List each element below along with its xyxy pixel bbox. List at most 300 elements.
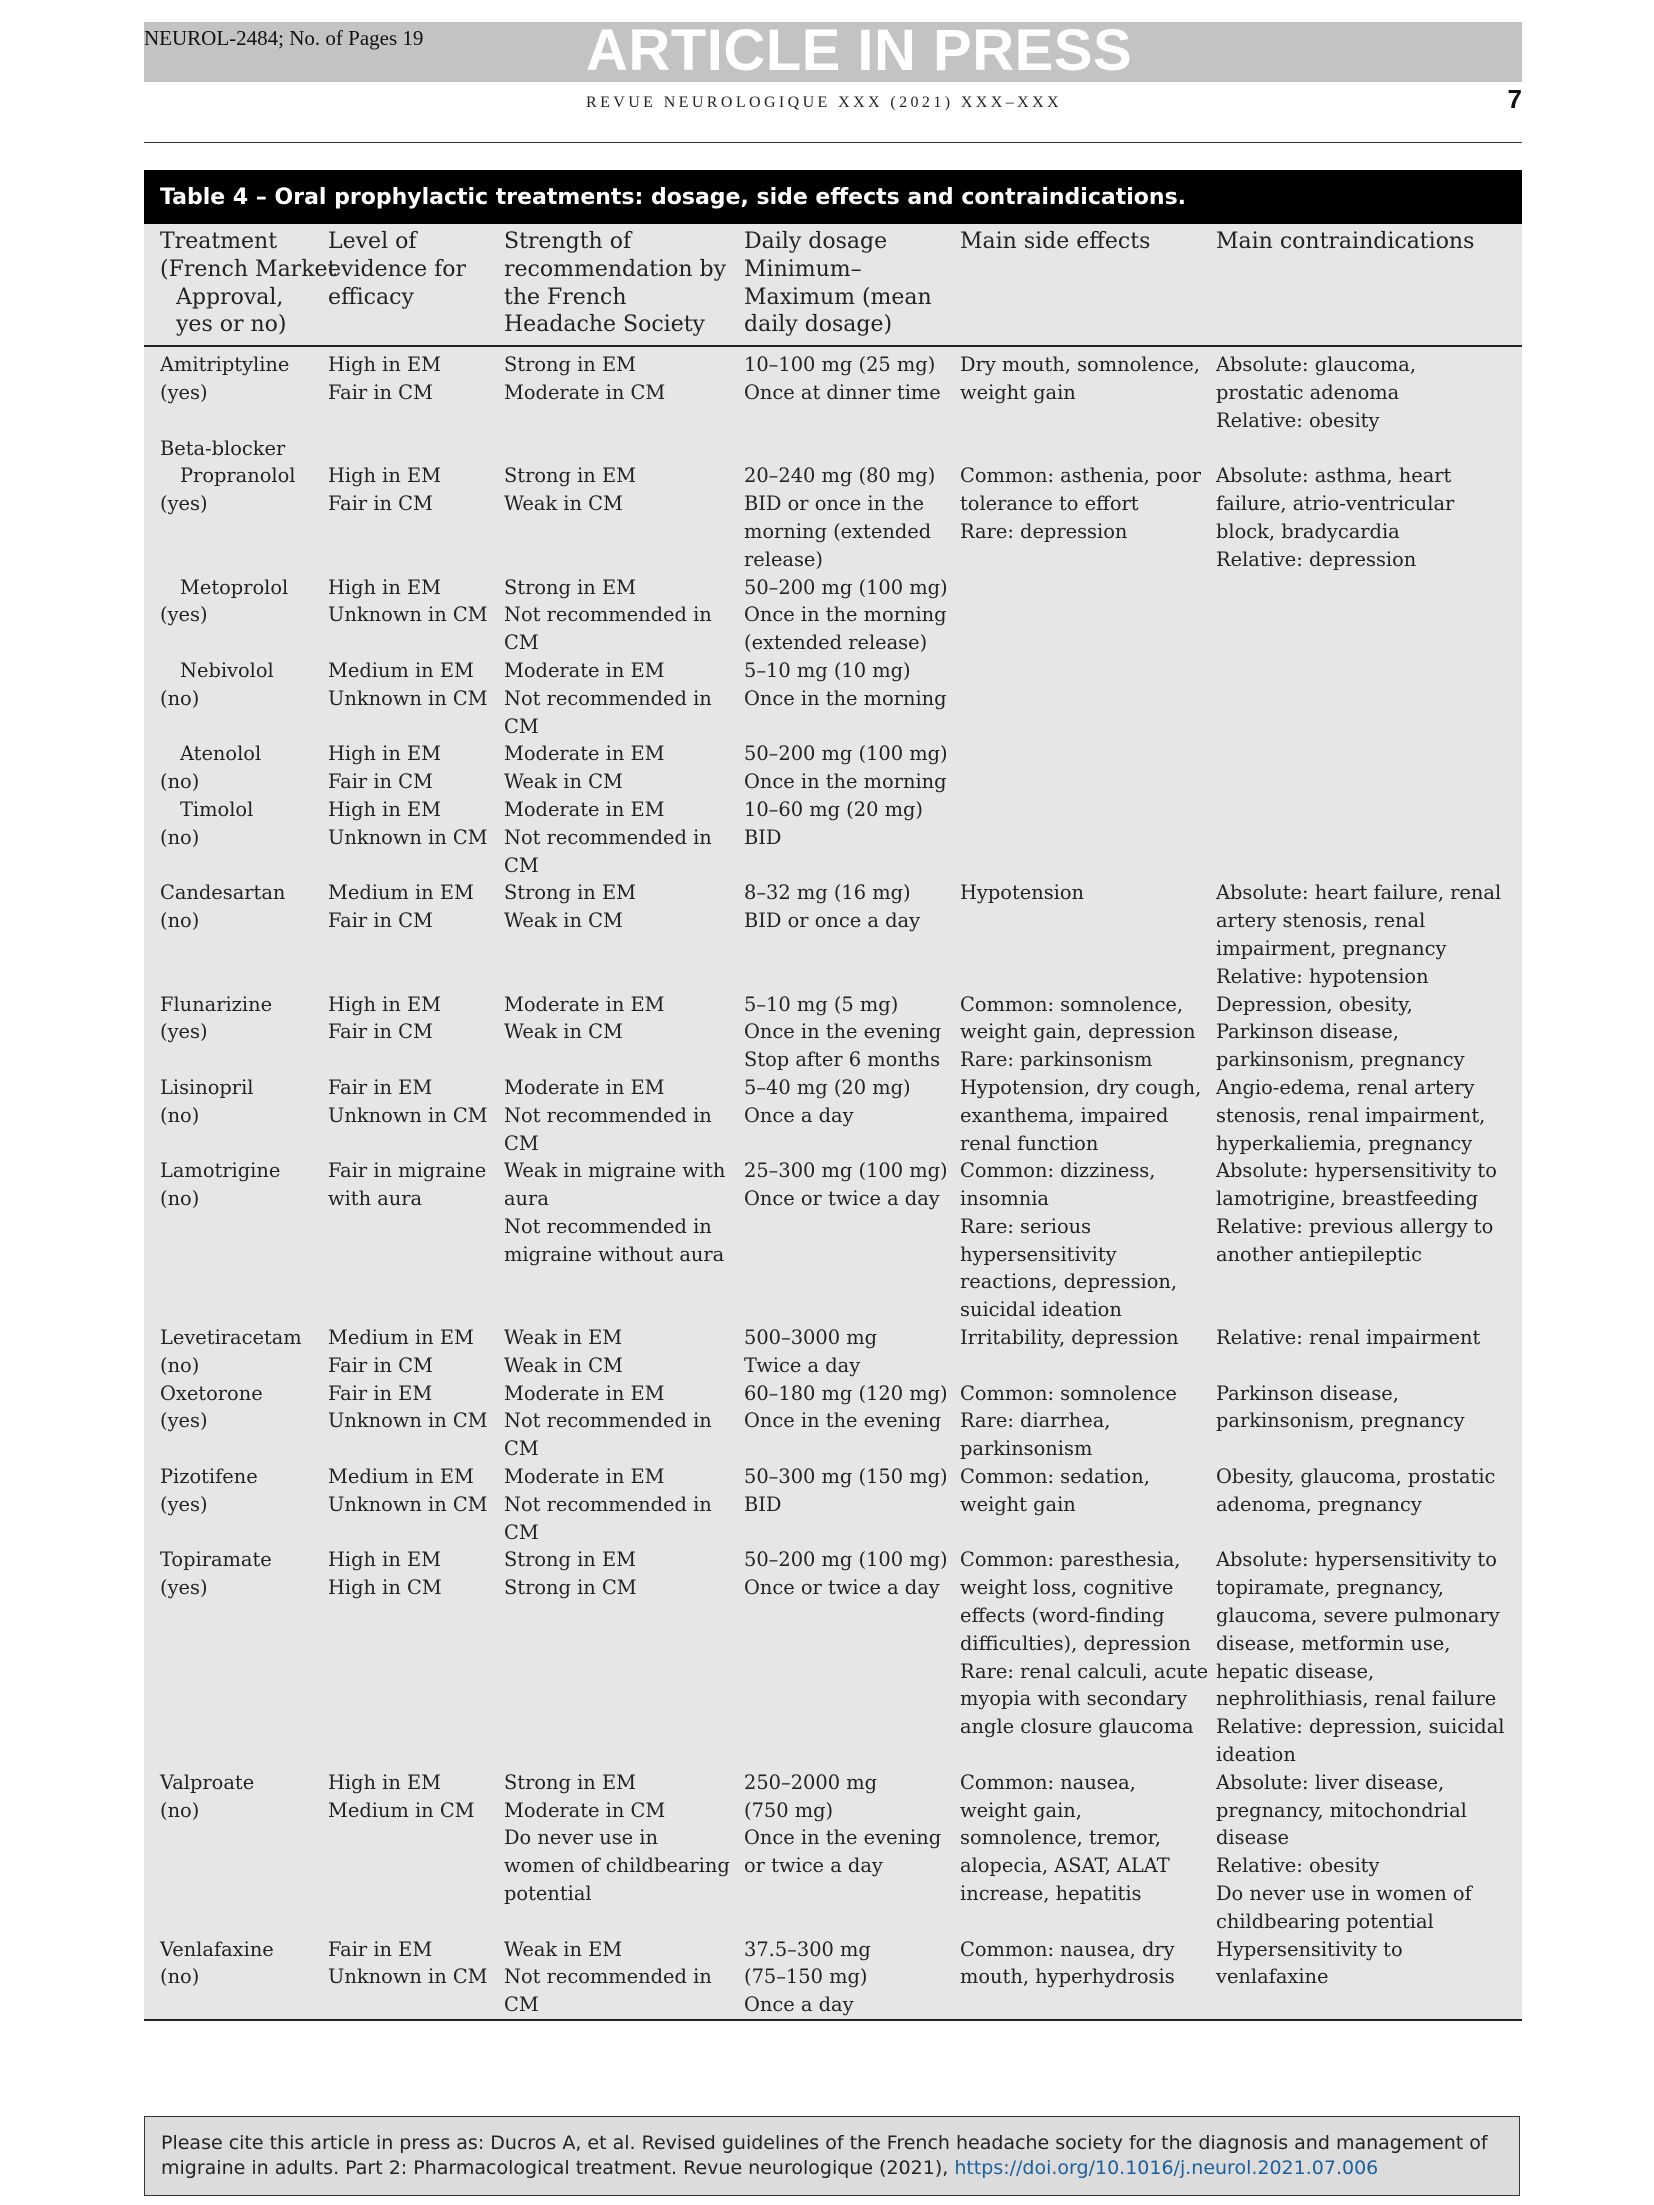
cell-line: Relative: previous allergy to: [1216, 1214, 1494, 1238]
cell-line: Medium in EM: [328, 1465, 474, 1489]
cell-line: Weak in CM: [504, 1353, 623, 1377]
table-cell-evidence-level: [328, 1546, 504, 1768]
table-row: [144, 435, 1522, 463]
column-header-line: the French: [504, 284, 627, 310]
column-header-line: (French Market: [160, 256, 337, 282]
cell-line: (no): [160, 1353, 200, 1377]
table-body: [144, 346, 1522, 2019]
column-header-daily-dosage: [744, 224, 960, 346]
cell-line: potential: [504, 1882, 592, 1906]
cell-line: Strong in EM: [504, 1548, 636, 1572]
cell-line: angle closure glaucoma: [960, 1715, 1194, 1739]
cell-line: 60–180 mg (120 mg): [744, 1381, 948, 1405]
cell-line: (yes): [160, 380, 208, 404]
table-cell-contraindications: [1216, 435, 1522, 463]
manuscript-id: NEUROL-2484; No. of Pages 19: [144, 26, 424, 50]
cell-line: Lisinopril: [160, 1075, 254, 1099]
cell-line: stenosis, renal impairment,: [1216, 1103, 1486, 1127]
cell-line: Relative: hypotension: [1216, 964, 1429, 988]
cell-line: High in EM: [328, 992, 442, 1016]
cell-line: Fair in CM: [328, 909, 433, 933]
cell-line: Common: sedation,: [960, 1465, 1150, 1489]
table-cell-daily-dosage: [744, 740, 960, 796]
column-header-line: Minimum–: [744, 256, 862, 282]
cell-line: Twice a day: [744, 1353, 861, 1377]
cell-line: parkinsonism: [960, 1437, 1093, 1461]
cell-line: Relative: renal impairment: [1216, 1326, 1481, 1350]
cell-line: Common: paresthesia,: [960, 1548, 1181, 1572]
table-cell-treatment: [144, 574, 328, 657]
cell-line: prostatic adenoma: [1216, 380, 1400, 404]
cell-line: difficulties), depression: [960, 1631, 1191, 1655]
cell-line: (75–150 mg): [744, 1965, 868, 1989]
cell-line: CM: [504, 1131, 539, 1155]
cell-line: High in EM: [328, 1548, 442, 1572]
cell-line: Rare: serious: [960, 1214, 1092, 1238]
table-cell-daily-dosage: [744, 1157, 960, 1324]
table-cell-contraindications: [1216, 879, 1522, 990]
cell-line: (no): [160, 770, 200, 794]
table-cell-evidence-level: [328, 991, 504, 1074]
table-cell-daily-dosage: [744, 462, 960, 573]
cell-line: 500–3000 mg: [744, 1326, 878, 1350]
cell-line: Unknown in CM: [328, 1965, 488, 1989]
cell-line: Once a day: [744, 1993, 854, 2017]
table-cell-side-effects: [960, 1546, 1216, 1768]
cell-line: or twice a day: [744, 1854, 883, 1878]
cell-line: Unknown in CM: [328, 603, 488, 627]
cell-line: (yes): [160, 1576, 208, 1600]
cell-line: 250–2000 mg: [744, 1770, 878, 1794]
table-cell-contraindications: [1216, 1463, 1522, 1546]
table-cell-treatment: [144, 1769, 328, 1936]
cell-line: Unknown in CM: [328, 686, 488, 710]
cell-line: block, bradycardia: [1216, 519, 1400, 543]
cell-line: another antiepileptic: [1216, 1242, 1422, 1266]
table-cell-recommendation-strength: [504, 657, 744, 740]
cell-line: (no): [160, 909, 200, 933]
table-row: [144, 1546, 1522, 1768]
column-header-line: Daily dosage: [744, 229, 888, 254]
table-cell-side-effects: [960, 574, 1216, 657]
column-header-line: Maximum (mean: [744, 284, 932, 310]
table-cell-treatment: [144, 879, 328, 990]
cell-line: High in EM: [328, 464, 442, 488]
cell-line: Not recommended in: [504, 603, 712, 627]
table-row: [144, 991, 1522, 1074]
table-cell-recommendation-strength: [504, 879, 744, 990]
cell-line: pregnancy, mitochondrial: [1216, 1798, 1467, 1822]
table-cell-side-effects: [960, 1463, 1216, 1546]
cell-line: Medium in CM: [328, 1798, 475, 1822]
table-cell-contraindications: [1216, 740, 1522, 796]
table-cell-evidence-level: [328, 574, 504, 657]
table-row: [144, 1463, 1522, 1546]
table-cell-treatment: [144, 462, 328, 573]
column-header-line: Treatment: [160, 229, 278, 254]
table-cell-daily-dosage: [744, 1936, 960, 2019]
cell-line: Unknown in CM: [328, 825, 488, 849]
cell-line: 5–10 mg (10 mg): [744, 658, 911, 682]
table-cell-contraindications: [1216, 796, 1522, 879]
table-cell-treatment: [144, 435, 328, 463]
table-cell-evidence-level: [328, 657, 504, 740]
cell-line: childbearing potential: [1216, 1909, 1434, 1933]
journal-running-head: REVUE NEUROLOGIQUE XXX (2021) XXX–XXX: [586, 94, 1062, 111]
cell-line: Weak in CM: [504, 492, 623, 516]
table-cell-contraindications: [1216, 991, 1522, 1074]
cell-line: BID or once a day: [744, 909, 921, 933]
table-cell-recommendation-strength: [504, 574, 744, 657]
table-cell-daily-dosage: [744, 574, 960, 657]
cell-line: Not recommended in: [504, 1409, 712, 1433]
cell-line: Stop after 6 months: [744, 1048, 941, 1072]
table-cell-recommendation-strength: [504, 1157, 744, 1324]
cell-line: Moderate in EM: [504, 1465, 665, 1489]
cell-line: Common: nausea, dry: [960, 1937, 1175, 1961]
cell-line: (yes): [160, 1020, 208, 1044]
column-header-evidence-level: [328, 224, 504, 346]
doi-link[interactable]: https://doi.org/10.1016/j.neurol.2021.07.006: [954, 2157, 1379, 2179]
table-cell-recommendation-strength: [504, 435, 744, 463]
table-cell-side-effects: [960, 1936, 1216, 2019]
cell-line: (yes): [160, 603, 208, 627]
table-row: [144, 574, 1522, 657]
cell-line: Once in the morning: [744, 603, 947, 627]
cell-line: Once at dinner time: [744, 380, 941, 404]
cell-line: (no): [160, 1187, 200, 1211]
table-4: [144, 170, 1522, 2021]
cell-line: Strong in CM: [504, 1576, 637, 1600]
prophylactic-treatments-table: [144, 224, 1522, 2019]
table-cell-treatment: [144, 346, 328, 434]
cell-line: Relative: obesity: [1216, 1854, 1380, 1878]
table-cell-recommendation-strength: [504, 1546, 744, 1768]
table-cell-daily-dosage: [744, 1074, 960, 1157]
cell-line: (yes): [160, 492, 208, 516]
cell-line: impairment, pregnancy: [1216, 936, 1447, 960]
cell-line: Common: somnolence,: [960, 992, 1183, 1016]
cell-line: myopia with secondary: [960, 1687, 1188, 1711]
table-cell-side-effects: [960, 1324, 1216, 1380]
cell-line: Rare: diarrhea,: [960, 1409, 1111, 1433]
table-cell-daily-dosage: [744, 796, 960, 879]
cell-line: Moderate in CM: [504, 1798, 666, 1822]
table-row: [144, 1769, 1522, 1936]
cell-line: Absolute: hypersensitivity to: [1216, 1548, 1497, 1572]
table-cell-contraindications: [1216, 1074, 1522, 1157]
table-caption: Table 4 – Oral prophylactic treatments: dosage, side effects and contraindications.: [144, 170, 1522, 224]
cell-line: Once in the morning: [744, 770, 947, 794]
table-cell-recommendation-strength: [504, 1380, 744, 1463]
table-cell-daily-dosage: [744, 435, 960, 463]
cell-line: (750 mg): [744, 1798, 834, 1822]
cell-line: aura: [504, 1187, 549, 1211]
table-cell-treatment: [144, 740, 328, 796]
table-cell-treatment: [144, 796, 328, 879]
cell-line: Fair in CM: [328, 1353, 433, 1377]
table-cell-treatment: [144, 1463, 328, 1546]
table-cell-side-effects: [960, 657, 1216, 740]
table-cell-evidence-level: [328, 796, 504, 879]
cell-line: Venlafaxine: [160, 1937, 274, 1961]
cell-line: Medium in EM: [328, 881, 474, 905]
cell-line: (yes): [160, 1409, 208, 1433]
table-cell-contraindications: [1216, 462, 1522, 573]
table-cell-contraindications: [1216, 1380, 1522, 1463]
column-header-line: Headache Society: [504, 312, 705, 338]
column-header-line: efficacy: [328, 284, 414, 310]
table-cell-evidence-level: [328, 1157, 504, 1324]
cell-line: 10–100 mg (25 mg): [744, 353, 936, 377]
table-cell-side-effects: [960, 1769, 1216, 1936]
cell-line: 25–300 mg (100 mg): [744, 1159, 948, 1183]
cell-line: Medium in EM: [328, 1326, 474, 1350]
cell-line: 20–240 mg (80 mg): [744, 464, 936, 488]
cell-line: Hypotension: [960, 881, 1085, 905]
cell-line: Relative: depression, suicidal: [1216, 1715, 1505, 1739]
cell-line: Valproate: [160, 1770, 255, 1794]
table-cell-recommendation-strength: [504, 740, 744, 796]
cell-line: 50–200 mg (100 mg): [744, 575, 948, 599]
table-cell-daily-dosage: [744, 991, 960, 1074]
table-cell-evidence-level: [328, 1074, 504, 1157]
column-header-line: Level of: [328, 229, 417, 254]
cell-line: effects (word-finding: [960, 1604, 1165, 1628]
cell-line: High in EM: [328, 353, 442, 377]
cell-line: release): [744, 547, 823, 571]
cell-line: BID or once in the: [744, 492, 924, 516]
cell-line: Not recommended in: [504, 825, 712, 849]
cell-line: parkinsonism, pregnancy: [1216, 1048, 1465, 1072]
cell-line: Parkinson disease,: [1216, 1381, 1399, 1405]
table-cell-contraindications: [1216, 574, 1522, 657]
cell-line: Atenolol: [180, 742, 262, 766]
cell-line: venlafaxine: [1216, 1965, 1329, 1989]
cell-line: nephrolithiasis, renal failure: [1216, 1687, 1497, 1711]
cell-line: somnolence, tremor,: [960, 1826, 1161, 1850]
table-cell-contraindications: [1216, 1157, 1522, 1324]
cell-line: 8–32 mg (16 mg): [744, 881, 911, 905]
cell-line: Absolute: heart failure, renal: [1216, 881, 1502, 905]
cell-line: Once or twice a day: [744, 1576, 940, 1600]
cell-line: Dry mouth, somnolence,: [960, 353, 1200, 377]
cell-line: BID: [744, 825, 782, 849]
cell-line: Rare: depression: [960, 519, 1128, 543]
cell-line: Fair in EM: [328, 1075, 433, 1099]
cell-line: Not recommended in: [504, 1492, 712, 1516]
cell-line: Relative: obesity: [1216, 408, 1380, 432]
cell-line: Fair in CM: [328, 492, 433, 516]
column-header-recommendation-strength: [504, 224, 744, 346]
table-cell-treatment: [144, 1546, 328, 1768]
cell-line: hypersensitivity: [960, 1242, 1117, 1266]
cell-line: disease, metformin use,: [1216, 1631, 1451, 1655]
cell-line: Not recommended in: [504, 1214, 712, 1238]
cell-line: disease: [1216, 1826, 1290, 1850]
cell-line: insomnia: [960, 1187, 1049, 1211]
cell-line: Moderate in CM: [504, 380, 666, 404]
cell-line: Hypotension, dry cough,: [960, 1075, 1202, 1099]
cell-line: Propranolol: [180, 464, 296, 488]
table-row: [144, 657, 1522, 740]
cell-line: exanthema, impaired: [960, 1103, 1169, 1127]
cell-line: increase, hepatitis: [960, 1882, 1142, 1906]
cell-line: (yes): [160, 1492, 208, 1516]
cell-line: CM: [504, 631, 539, 655]
table-cell-evidence-level: [328, 879, 504, 990]
table-cell-evidence-level: [328, 1769, 504, 1936]
cell-line: CM: [504, 1520, 539, 1544]
cell-line: Angio-edema, renal artery: [1216, 1075, 1475, 1099]
column-header-contraindications: [1216, 224, 1522, 346]
cell-line: Oxetorone: [160, 1381, 263, 1405]
page-number: 7: [1507, 84, 1522, 114]
cell-line: Weak in EM: [504, 1326, 623, 1350]
cell-line: High in CM: [328, 1576, 442, 1600]
cell-line: Fair in CM: [328, 380, 433, 404]
cell-line: Lamotrigine: [160, 1159, 281, 1183]
cell-line: Levetiracetam: [160, 1326, 302, 1350]
cell-line: (no): [160, 1103, 200, 1127]
table-row: [144, 462, 1522, 573]
cell-line: suicidal ideation: [960, 1298, 1122, 1322]
cell-line: migraine without aura: [504, 1242, 725, 1266]
table-row: [144, 1936, 1522, 2019]
cell-line: Weak in CM: [504, 770, 623, 794]
table-bottom-rule: [144, 2019, 1522, 2021]
cell-line: Fair in EM: [328, 1381, 433, 1405]
cell-line: artery stenosis, renal: [1216, 909, 1426, 933]
cell-line: (no): [160, 1965, 200, 1989]
cell-line: Metoprolol: [180, 575, 289, 599]
cell-line: 50–200 mg (100 mg): [744, 742, 948, 766]
header-rule: [144, 142, 1522, 143]
cell-line: Strong in EM: [504, 464, 636, 488]
cell-line: Once in the evening: [744, 1826, 942, 1850]
table-cell-evidence-level: [328, 462, 504, 573]
cell-line: Common: asthenia, poor: [960, 464, 1202, 488]
table-row: [144, 1074, 1522, 1157]
cell-line: Not recommended in: [504, 1965, 712, 1989]
cell-line: Weak in CM: [504, 1020, 623, 1044]
cell-line: Unknown in CM: [328, 1492, 488, 1516]
table-cell-contraindications: [1216, 346, 1522, 434]
table-cell-recommendation-strength: [504, 1936, 744, 2019]
table-cell-evidence-level: [328, 740, 504, 796]
cell-line: CM: [504, 1437, 539, 1461]
cell-line: hepatic disease,: [1216, 1659, 1375, 1683]
table-cell-side-effects: [960, 1380, 1216, 1463]
column-header-side-effects: [960, 224, 1216, 346]
table-row: [144, 1157, 1522, 1324]
table-cell-side-effects: [960, 740, 1216, 796]
table-cell-recommendation-strength: [504, 462, 744, 573]
table-cell-daily-dosage: [744, 657, 960, 740]
cell-line: reactions, depression,: [960, 1270, 1178, 1294]
cell-line: Flunarizine: [160, 992, 273, 1016]
cell-line: Common: nausea,: [960, 1770, 1136, 1794]
table-cell-contraindications: [1216, 1936, 1522, 2019]
cell-line: glaucoma, severe pulmonary: [1216, 1604, 1500, 1628]
column-header-line: daily dosage): [744, 312, 893, 338]
table-row: [144, 1324, 1522, 1380]
cell-line: High in EM: [328, 575, 442, 599]
cell-line: Moderate in EM: [504, 1075, 665, 1099]
cell-line: weight loss, cognitive: [960, 1576, 1174, 1600]
table-cell-daily-dosage: [744, 1546, 960, 1768]
table-cell-daily-dosage: [744, 346, 960, 434]
cell-line: topiramate, pregnancy,: [1216, 1576, 1444, 1600]
cell-line: adenoma, pregnancy: [1216, 1492, 1422, 1516]
cell-line: Unknown in CM: [328, 1409, 488, 1433]
article-in-press-banner: ARTICLE IN PRESS: [586, 18, 1133, 83]
table-cell-daily-dosage: [744, 1769, 960, 1936]
cell-line: CM: [504, 853, 539, 877]
table-cell-contraindications: [1216, 1546, 1522, 1768]
cell-line: (no): [160, 686, 200, 710]
cell-line: Fair in EM: [328, 1937, 433, 1961]
table-header-row: [144, 224, 1522, 346]
cell-line: Not recommended in: [504, 1103, 712, 1127]
cell-line: Timolol: [180, 797, 254, 821]
cell-line: Common: dizziness,: [960, 1159, 1156, 1183]
cell-line: women of childbearing: [504, 1854, 730, 1878]
column-header-line: Main side effects: [960, 229, 1151, 254]
table-cell-recommendation-strength: [504, 1324, 744, 1380]
table-cell-daily-dosage: [744, 879, 960, 990]
cell-line: Depression, obesity,: [1216, 992, 1413, 1016]
table-cell-recommendation-strength: [504, 1463, 744, 1546]
cell-line: hyperkaliemia, pregnancy: [1216, 1131, 1473, 1155]
table-cell-side-effects: [960, 1074, 1216, 1157]
cell-line: High in EM: [328, 1770, 442, 1794]
table-cell-recommendation-strength: [504, 1074, 744, 1157]
cell-line: Strong in EM: [504, 353, 636, 377]
table-cell-side-effects: [960, 879, 1216, 990]
cell-line: Absolute: asthma, heart: [1216, 464, 1452, 488]
cell-line: (no): [160, 1798, 200, 1822]
cell-line: 37.5–300 mg: [744, 1937, 871, 1961]
cell-line: Moderate in EM: [504, 797, 665, 821]
cell-line: Amitriptyline: [160, 353, 290, 377]
table-cell-recommendation-strength: [504, 1769, 744, 1936]
cell-line: Absolute: glaucoma,: [1216, 353, 1417, 377]
table-cell-recommendation-strength: [504, 796, 744, 879]
table-cell-evidence-level: [328, 346, 504, 434]
cell-line: morning (extended: [744, 519, 932, 543]
table-cell-side-effects: [960, 346, 1216, 434]
column-header-line: recommendation by: [504, 256, 727, 282]
cell-line: Common: somnolence: [960, 1381, 1177, 1405]
cell-line: alopecia, ASAT, ALAT: [960, 1854, 1170, 1878]
cell-line: with aura: [328, 1187, 423, 1211]
cell-line: Do never use in: [504, 1826, 658, 1850]
cell-line: Relative: depression: [1216, 547, 1417, 571]
cell-line: weight gain, depression: [960, 1020, 1196, 1044]
cell-line: Irritability, depression: [960, 1326, 1179, 1350]
cell-line: ideation: [1216, 1743, 1296, 1767]
cell-line: Moderate in EM: [504, 658, 665, 682]
cell-line: mouth, hyperhydrosis: [960, 1965, 1175, 1989]
column-header-line: Main contraindications: [1216, 229, 1475, 254]
cell-line: 5–40 mg (20 mg): [744, 1075, 911, 1099]
cell-line: 5–10 mg (5 mg): [744, 992, 899, 1016]
table-cell-treatment: [144, 1157, 328, 1324]
cell-line: Strong in EM: [504, 575, 636, 599]
cell-line: CM: [504, 1993, 539, 2017]
cell-line: (extended release): [744, 631, 928, 655]
